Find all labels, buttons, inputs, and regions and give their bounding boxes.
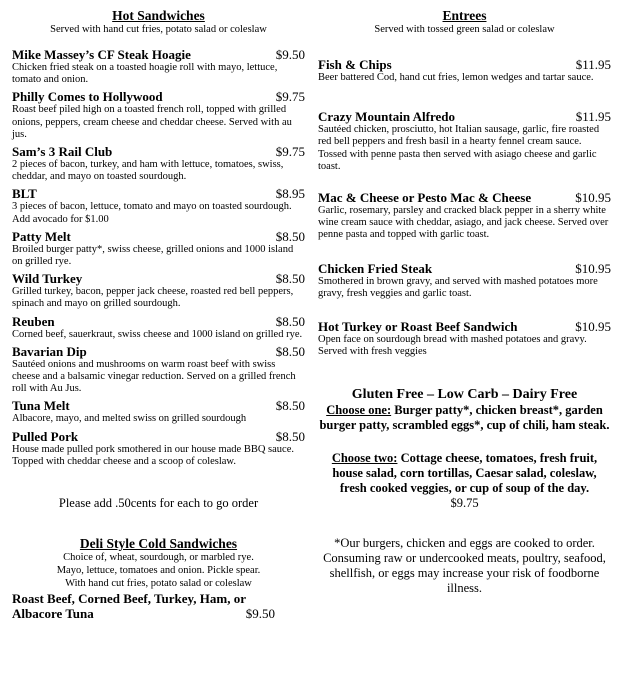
- foodborne-disclaimer: *Our burgers, chicken and eggs are cooked to order. Consuming raw or undercooked meats, poultry, seafood, shellfish, or eggs may increase your risk of foodborne illness.: [323, 536, 606, 596]
- entrees-subtitle: Served with tossed green salad or coleslaw: [374, 24, 555, 35]
- item-name: BLT: [12, 186, 37, 202]
- hot-sandwiches-subtitle: Served with hand cut fries, potato salad or coleslaw: [50, 24, 267, 35]
- item-name: Reuben: [12, 313, 55, 329]
- choose-one-label: Choose one:: [326, 403, 392, 418]
- menu-item: [12, 229, 305, 268]
- item-price: $11.95: [575, 109, 611, 125]
- item-name: Mike Massey’s CF Steak Hoagie: [12, 47, 191, 62]
- item-description: Garlic, rosemary, parsley and cracked black pepper in a sherry white wine cream sauce with cheddar, asiago, and jack cheese. Served over penne pasta and topped with garlic toast.: [318, 205, 609, 241]
- right-column: [318, 8, 611, 596]
- item-price: $9.75: [275, 144, 305, 160]
- to-go-note: Please add .50cents for each to go order: [58, 496, 259, 511]
- menu-item: [12, 429, 305, 468]
- item-price: $10.95: [575, 319, 611, 335]
- deli-item-name: Roast Beef, Corned Beef, Turkey, Ham, or: [12, 591, 246, 607]
- item-price: $10.95: [575, 190, 611, 206]
- menu-item: [12, 89, 305, 141]
- menu-item: [12, 314, 305, 341]
- item-name: Sam’s 3 Rail Club: [12, 144, 113, 160]
- deli-line-3: With hand cut fries, potato salad or coleslaw: [65, 578, 252, 590]
- entrees-title: Entrees: [442, 8, 487, 23]
- item-description: Albacore, mayo, and melted swiss on grilled sourdough: [12, 413, 247, 425]
- item-price: $8.50: [275, 343, 305, 359]
- item-name: Pulled Pork: [12, 428, 79, 444]
- deli-item-price: $9.50: [245, 606, 275, 622]
- choose-two-label: Choose two:: [331, 451, 398, 466]
- menu-item: [318, 261, 611, 300]
- item-description: Grilled turkey, bacon, pepper jack cheese, roasted red bell peppers, spinach and mayo on grilled sourdough.: [12, 286, 294, 310]
- left-column: [12, 8, 305, 621]
- gluten-free-price: $9.75: [450, 496, 479, 511]
- item-description: Sautéed chicken, prosciutto, hot Italian sausage, garlic, fire roasted red bell peppers and fresh basil in a hearty fennel cream sauce. Tossed with penne pasta then served with asiago cheese and garlic toast.: [318, 124, 600, 172]
- item-description: Broiled burger patty*, swiss cheese, grilled onions and 1000 island on grilled rye.: [12, 243, 294, 268]
- menu-item: [318, 190, 611, 242]
- item-price: $8.50: [275, 313, 305, 329]
- item-price: $8.50: [275, 398, 305, 414]
- item-description: 3 pieces of bacon, lettuce, tomato and mayo on toasted sourdough. Add avocado for $1.00: [12, 201, 292, 225]
- item-name: Fish & Chips: [318, 57, 392, 72]
- choose-one-block: [318, 403, 611, 433]
- item-description: 2 pieces of bacon, turkey, and ham with lettuce, tomatoes, swiss, cheddar, and mayo on toasted sourdough.: [12, 159, 284, 183]
- menu-item: [318, 319, 611, 358]
- item-price: $10.95: [575, 260, 611, 276]
- choose-two-block: [318, 451, 611, 496]
- item-name: Wild Turkey: [12, 271, 83, 287]
- item-description: Beer battered Cod, hand cut fries, lemon wedges and tartar sauce.: [318, 72, 594, 83]
- menu-item: [12, 398, 305, 425]
- choose-two-text: Cottage cheese, tomatoes, fresh fruit, house salad, corn tortillas, Caesar salad, coleslaw, fresh cooked veggies, or cup of soup of the day.: [332, 451, 598, 496]
- hot-sandwiches-title: Hot Sandwiches: [112, 8, 205, 23]
- item-price: $11.95: [575, 57, 611, 72]
- menu-item: [12, 47, 305, 86]
- item-description: Corned beef, sauerkraut, swiss cheese and 1000 island on grilled rye.: [12, 328, 303, 340]
- item-description: Open face on sourdough bread with mashed potatoes and gravy. Served with fresh veggies: [318, 334, 587, 358]
- menu-item: [318, 109, 611, 173]
- deli-line-1: Choice of, wheat, sourdough, or marbled rye.: [63, 552, 254, 564]
- item-description: Smothered in brown gravy, and served with mashed potatoes more gravy, fresh veggies and garlic toast.: [318, 275, 598, 299]
- deli-line-2: Mayo, lettuce, tomatoes and onion. Pickle spear.: [56, 565, 261, 577]
- menu-item: [318, 57, 611, 84]
- gluten-free-title: Gluten Free – Low Carb – Dairy Free: [351, 387, 578, 403]
- item-price: $9.75: [275, 89, 305, 105]
- menu-item: [12, 186, 305, 225]
- deli-item-name-2: Albacore Tuna: [12, 606, 94, 622]
- item-name: Hot Turkey or Roast Beef Sandwich: [318, 319, 518, 335]
- item-description: Sautéed onions and mushrooms on warm roast beef with swiss cheese and a balsamic vinegar reduction. Served on a grilled french roll with Au Jus.: [12, 358, 296, 395]
- item-name: Patty Melt: [12, 228, 71, 244]
- item-price: $8.50: [275, 271, 305, 287]
- item-price: $9.50: [275, 47, 305, 62]
- item-price: $8.50: [275, 228, 305, 244]
- item-name: Crazy Mountain Alfredo: [318, 109, 455, 125]
- item-description: House made pulled pork smothered in our house made BBQ sauce. Topped with cheddar cheese and a scoop of coleslaw.: [12, 443, 294, 467]
- item-description: Roast beef piled high on a toasted french roll, topped with grilled onions, peppers, cream cheese and cheddar cheese. Served with au jus.: [12, 104, 292, 140]
- item-name: Philly Comes to Hollywood: [12, 89, 163, 105]
- item-name: Chicken Fried Steak: [318, 260, 433, 276]
- choose-one-text: Burger patty*, chicken breast*, garden burger patty, scrambled eggs*, cup of chili, ham steak.: [319, 403, 610, 433]
- item-price: $8.95: [275, 186, 305, 202]
- menu-item: [12, 144, 305, 183]
- item-name: Mac & Cheese or Pesto Mac & Cheese: [318, 190, 532, 206]
- item-price: $8.50: [275, 428, 305, 444]
- menu-item: [12, 344, 305, 396]
- menu-item: [12, 271, 305, 310]
- item-description: Chicken fried steak on a toasted hoagie roll with mayo, lettuce, tomato and onion.: [12, 62, 278, 86]
- item-name: Bavarian Dip: [12, 343, 87, 359]
- deli-title: Deli Style Cold Sandwiches: [79, 536, 238, 552]
- item-name: Tuna Melt: [12, 398, 70, 414]
